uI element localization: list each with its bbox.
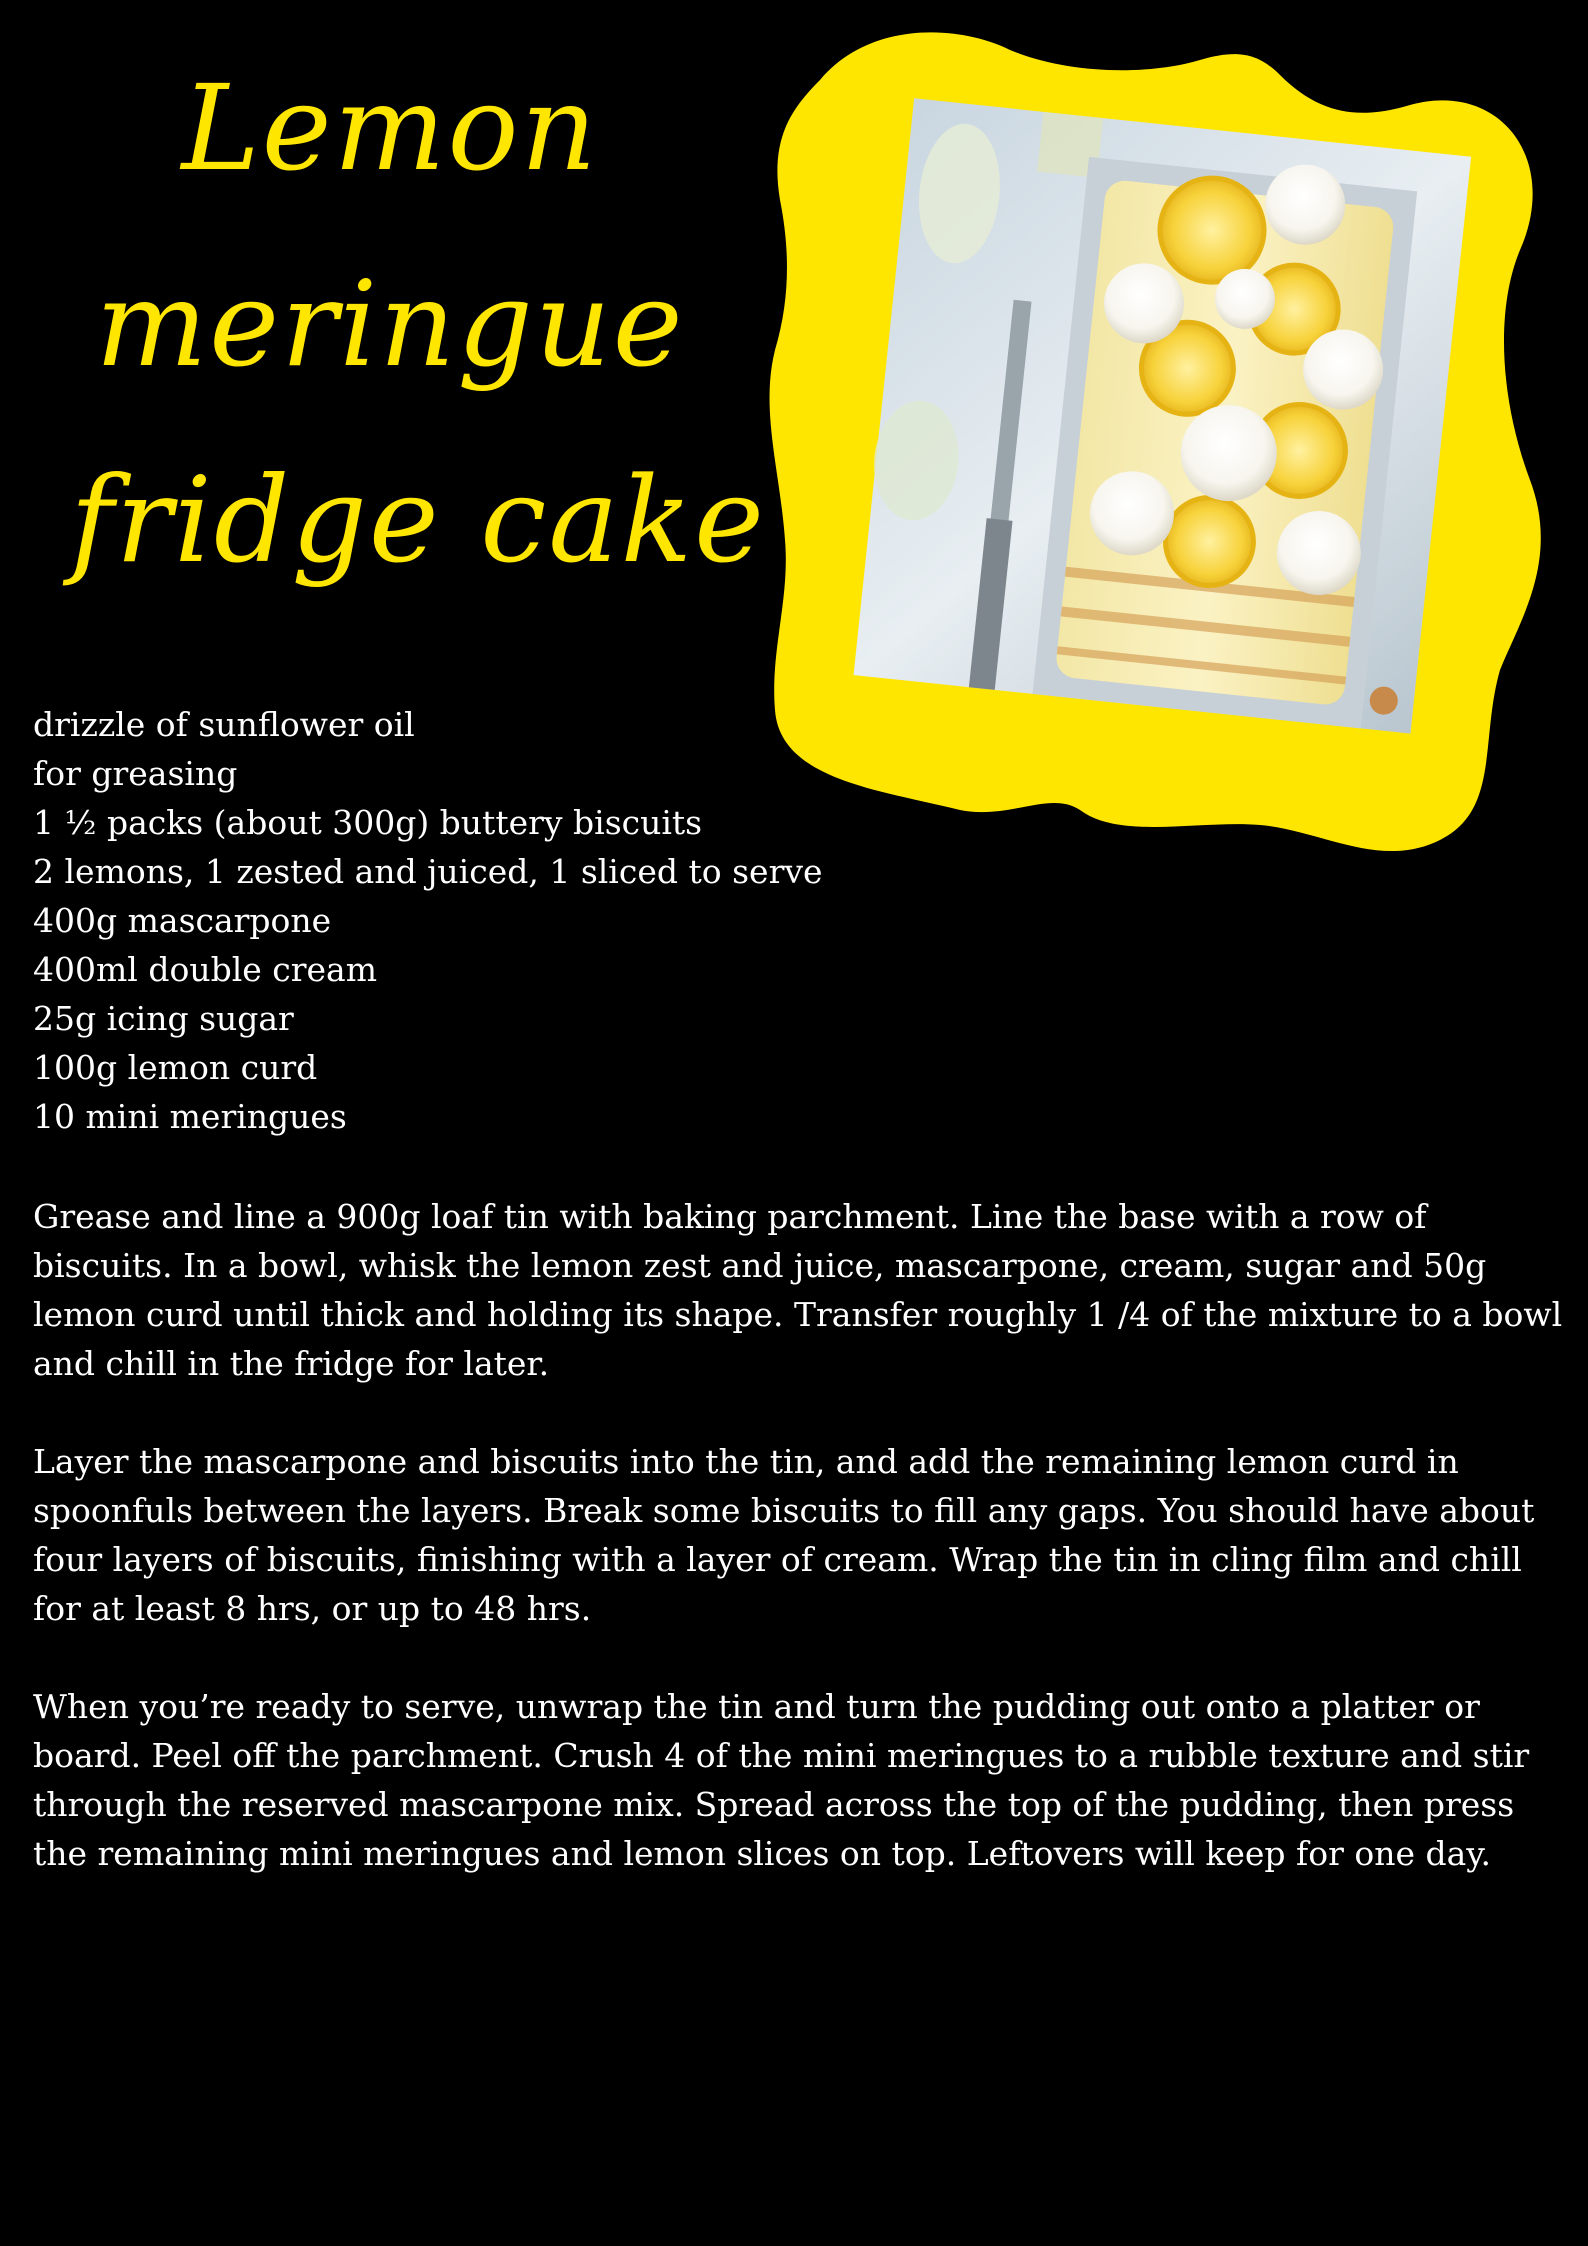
ingredient-item: 400ml double cream [33, 950, 378, 989]
ingredient-item: 1 ½ packs (about 300g) buttery biscuits [33, 803, 703, 842]
recipe-title [70, 30, 767, 618]
ingredients-list [33, 700, 933, 1141]
title-line-2: meringue [95, 255, 685, 393]
ingredient-item: 25g icing sugar [33, 999, 294, 1038]
ingredient-item: for greasing [33, 754, 238, 793]
title-line-3: fridge cake [70, 451, 767, 589]
title-line-1: Lemon [181, 59, 599, 197]
ingredient-item: 400g mascarpone [33, 901, 332, 940]
method-step: When you’re ready to serve, unwrap the tin and turn the pudding out onto a platter or board. Peel off the parchment. Crush 4 of the mini meringues to a rubble texture and stir through the reserved mascarpone mix. Spread across the top of the pudding, then press the remaining mini meringues and lemon slices on top. Leftovers will keep for one day. [33, 1687, 1530, 1873]
ingredient-item: drizzle of sunflower oil [33, 705, 415, 744]
method-section [33, 1192, 1563, 1927]
ingredient-item: 10 mini meringues [33, 1097, 347, 1136]
ingredient-item: 2 lemons, 1 zested and juiced, 1 sliced to serve [33, 852, 823, 891]
method-step: Grease and line a 900g loaf tin with baking parchment. Line the base with a row of biscuits. In a bowl, whisk the lemon zest and juice, mascarpone, cream, sugar and 50g lemon curd until thick and holding its shape. Transfer roughly 1 /4 of the mixture to a bowl and chill in the fridge for later. [33, 1197, 1563, 1383]
method-step: Layer the mascarpone and biscuits into the tin, and add the remaining lemon curd in spoonfuls between the layers. Break some biscuits to fill any gaps. You should have about four layers of biscuits, finishing with a layer of cream. Wrap the tin in cling film and chill for at least 8 hrs, or up to 48 hrs. [33, 1442, 1535, 1628]
ingredient-item: 100g lemon curd [33, 1048, 318, 1087]
